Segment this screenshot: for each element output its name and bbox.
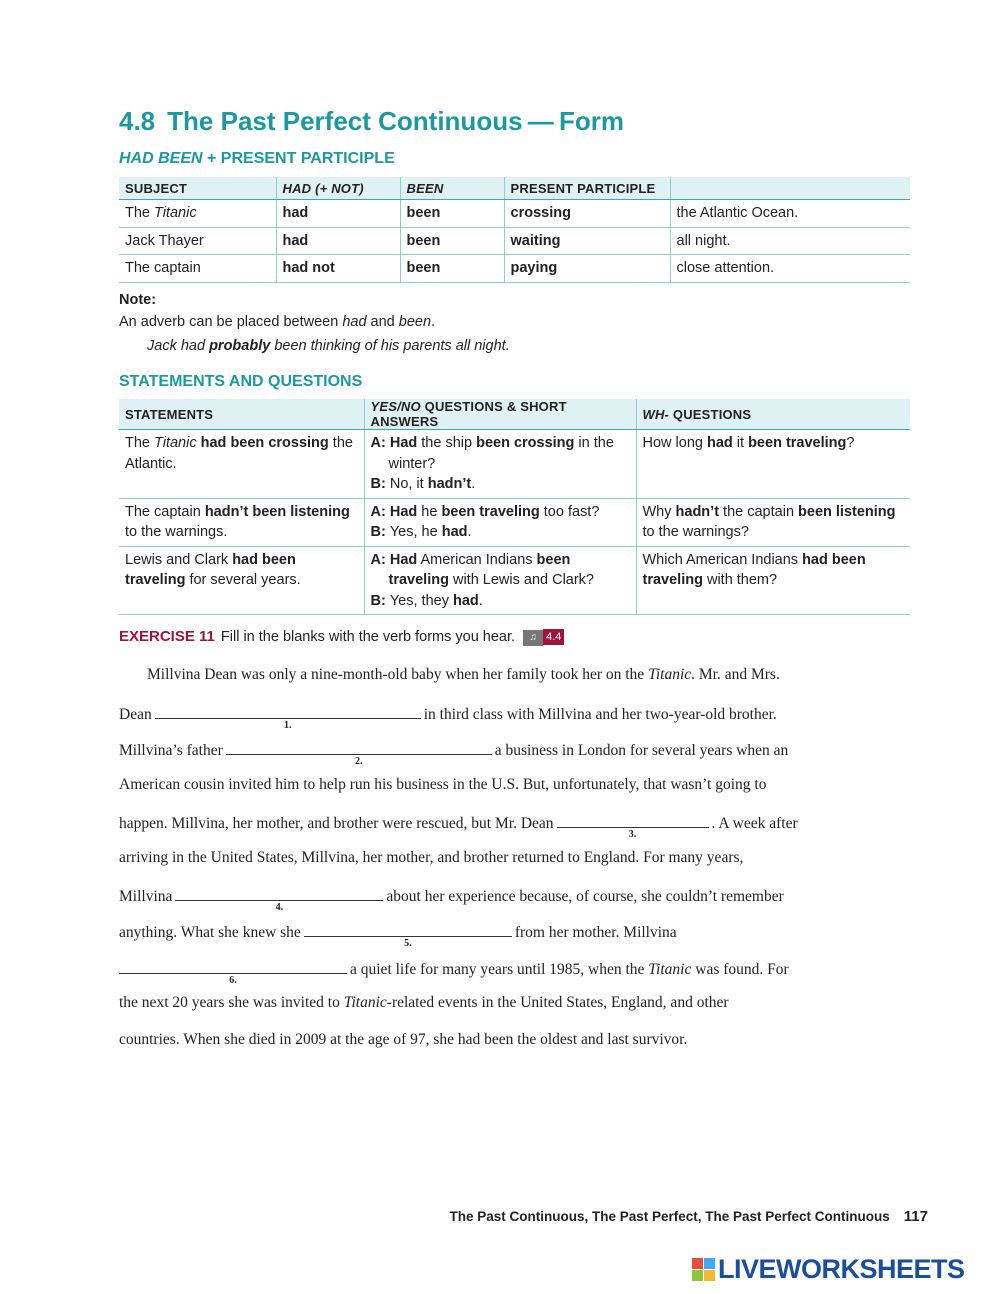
table-row [119, 200, 910, 228]
col-header-participle: PRESENT PARTICIPLE [504, 177, 670, 200]
liveworksheets-logo-icon [692, 1258, 716, 1282]
form-subheading [119, 150, 395, 168]
cell-wh: Why hadn’t the captain been listening to the warnings? [636, 498, 910, 546]
col-header-statements: STATEMENTS [119, 399, 364, 430]
exercise-instruction: Fill in the blanks with the verb forms you hear. [220, 629, 516, 645]
form-table [119, 177, 910, 283]
paragraph-line: happen. Millvina, her mother, and brother were rescued, but Mr. Dean 3. . A week after [119, 812, 798, 833]
cell-had: had [276, 200, 400, 228]
table-row [119, 227, 910, 255]
cell-participle: crossing [504, 200, 670, 228]
paragraph-line: American cousin invited him to help run his business in the U.S. But, unfortunately, that wasn’t going to [119, 776, 767, 793]
blank-number: 2. [355, 756, 363, 767]
cell-subject: The captain [119, 255, 276, 283]
table-header-row [119, 399, 910, 430]
cell-been: been [400, 255, 504, 283]
statements-questions-table [119, 399, 910, 615]
answer-blank-6[interactable] [119, 958, 347, 986]
table-row [119, 430, 910, 499]
cell-yesno: A: Had the ship been crossing in the winter? B: No, it hadn’t. [364, 430, 636, 499]
paragraph-line: arriving in the United States, Millvina, her mother, and brother returned to England. For many years, [119, 849, 744, 866]
footer-chapter-title: The Past Continuous, The Past Perfect, The Past Perfect Continuous [449, 1209, 890, 1224]
paragraph-line: 6. a quiet life for many years until 1985, when the Titanic was found. For [119, 958, 789, 979]
paragraph-line: Millvina 4. about her experience because, of course, she couldn’t remember [119, 885, 784, 906]
liveworksheets-brand [692, 1254, 965, 1285]
page-number: 117 [903, 1208, 928, 1225]
audio-track-number: 4.4 [543, 629, 564, 645]
table-row [119, 498, 910, 546]
blank-number: 5. [404, 938, 412, 949]
answer-blank-4[interactable] [175, 885, 383, 913]
answer-blank-1[interactable] [155, 703, 421, 731]
table-header-row [119, 177, 910, 200]
cell-participle: waiting [504, 227, 670, 255]
subheading-italic: HAD BEEN [119, 150, 203, 167]
section-title-text: The Past Perfect Continuous — Form [167, 106, 624, 136]
col-header-wh: WH- QUESTIONS [636, 399, 910, 430]
note-text: An adverb can be placed between had and been. [119, 314, 436, 330]
cell-had: had not [276, 255, 400, 283]
cell-rest: all night. [670, 227, 910, 255]
statements-subheading: STATEMENTS AND QUESTIONS [119, 373, 363, 390]
cell-been: been [400, 200, 504, 228]
section-number: 4.8 [119, 106, 156, 136]
blank-number: 3. [628, 829, 637, 840]
cell-rest: close attention. [670, 255, 910, 283]
blank-number: 4. [275, 902, 284, 913]
table-row [119, 255, 910, 283]
cell-statement: The Titanic had been crossing the Atlantic. [119, 430, 364, 499]
paragraph-line: Millvina’s father 2. a business in London for several years when an [119, 739, 788, 760]
note-label: Note: [119, 292, 157, 308]
page-footer [449, 1208, 928, 1225]
paragraph-line: Millvina Dean was only a nine-month-old baby when her family took her on the Titanic. Mr. and Mrs. [147, 666, 780, 683]
headphones-icon: ♫ [523, 630, 543, 646]
paragraph-line: countries. When she died in 2009 at the age of 97, she had been the oldest and last survivor. [119, 1031, 688, 1048]
cell-subject: Jack Thayer [119, 227, 276, 255]
section-title [119, 106, 624, 137]
exercise-label: EXERCISE 11 [119, 628, 215, 645]
answer-blank-3[interactable] [557, 812, 709, 840]
cell-subject: The Titanic [119, 200, 276, 228]
paragraph-line: Dean 1. in third class with Millvina and her two-year-old brother. [119, 703, 777, 724]
cell-rest: the Atlantic Ocean. [670, 200, 910, 228]
answer-blank-5[interactable] [304, 921, 512, 949]
cell-yesno: A: Had he been traveling too fast? B: Yes, he had. [364, 498, 636, 546]
exercise-header [119, 628, 564, 646]
cell-yesno: A: Had American Indians been traveling with Lewis and Clark? B: Yes, they had. [364, 546, 636, 615]
col-header-blank [670, 177, 910, 200]
cell-been: been [400, 227, 504, 255]
note-example: Jack had probably been thinking of his parents all night. [147, 338, 510, 354]
col-header-been: BEEN [400, 177, 504, 200]
paragraph-line: anything. What she knew she 5. from her mother. Millvina [119, 921, 677, 942]
cell-statement: Lewis and Clark had been traveling for several years. [119, 546, 364, 615]
cell-had: had [276, 227, 400, 255]
audio-track-button[interactable] [523, 628, 564, 646]
answer-blank-2[interactable] [226, 739, 492, 767]
col-header-yesno: YES/NO QUESTIONS & SHORT ANSWERS [364, 399, 636, 430]
blank-number: 1. [283, 720, 292, 731]
brand-wordmark: LIVEWORKSHEETS [718, 1254, 965, 1284]
col-header-subject: SUBJECT [119, 177, 276, 200]
col-header-had: HAD (+ NOT) [276, 177, 400, 200]
cell-wh: How long had it been traveling? [636, 430, 910, 499]
cell-wh: Which American Indians had been traveling with them? [636, 546, 910, 615]
paragraph-line: the next 20 years she was invited to Titanic-related events in the United States, England, and other [119, 994, 729, 1011]
cell-statement: The captain hadn’t been listening to the warnings. [119, 498, 364, 546]
subheading-rest: + PRESENT PARTICIPLE [202, 150, 395, 167]
blank-number: 6. [229, 975, 237, 986]
cell-participle: paying [504, 255, 670, 283]
table-row [119, 546, 910, 615]
